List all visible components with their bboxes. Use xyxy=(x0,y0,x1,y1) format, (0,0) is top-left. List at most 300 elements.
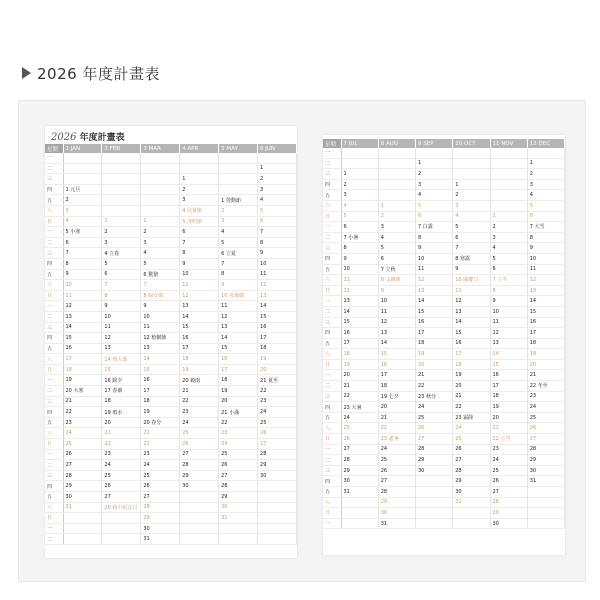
day-cell xyxy=(102,163,141,174)
weekday-cell: 二 xyxy=(323,381,341,392)
day-cell: 2 xyxy=(490,222,527,233)
day-cell: 6 xyxy=(258,216,297,227)
day-cell: 7 xyxy=(258,227,297,238)
weekday-cell: 二 xyxy=(45,311,63,322)
day-cell: 26 xyxy=(141,481,180,492)
day-cell: 28 xyxy=(141,502,180,513)
day-cell: 25 xyxy=(490,465,527,476)
day-cell xyxy=(219,153,258,163)
table-row xyxy=(45,216,297,227)
day-cell: 15 xyxy=(63,333,102,344)
day-cell: 3 xyxy=(378,222,415,233)
day-cell: 29 xyxy=(180,470,219,481)
day-cell: 5 xyxy=(416,200,453,211)
day-cell: 14 xyxy=(378,338,415,349)
day-cell: 25 xyxy=(341,423,378,434)
day-cell: 11 xyxy=(102,322,141,333)
day-cell: 27 xyxy=(378,476,415,487)
day-cell: 28 xyxy=(258,449,297,460)
day-cell: 19 xyxy=(219,386,258,397)
day-cell: 12 xyxy=(341,285,378,296)
weekday-cell: 一 xyxy=(45,227,63,238)
day-cell xyxy=(490,158,527,169)
day-cell xyxy=(258,481,297,492)
day-cell xyxy=(490,148,527,158)
day-cell: 4 xyxy=(63,216,102,227)
day-cell xyxy=(102,534,141,545)
day-cell: 1 xyxy=(453,179,490,190)
day-cell: 29 xyxy=(527,455,564,466)
day-cell: 3 xyxy=(219,216,258,227)
day-cell: 21 xyxy=(490,423,527,434)
day-cell: 31 xyxy=(219,513,258,524)
day-cell: 24 xyxy=(180,417,219,428)
day-cell: 31 xyxy=(341,487,378,498)
day-cell: 16 xyxy=(490,370,527,381)
day-cell: 17 xyxy=(141,386,180,397)
day-cell: 5 xyxy=(378,243,415,254)
month-header: 7 JUL xyxy=(341,139,378,148)
day-cell: 1 xyxy=(490,211,527,222)
day-cell xyxy=(258,534,297,545)
day-cell: 30 xyxy=(527,465,564,476)
table-row xyxy=(45,195,297,206)
weekday-cell: 四 xyxy=(45,184,63,195)
day-cell: 27 xyxy=(219,470,258,481)
day-cell: 25 xyxy=(180,428,219,439)
day-cell: 23 xyxy=(258,396,297,407)
day-cell: 28 和平紀念日 xyxy=(102,502,141,513)
day-cell xyxy=(219,523,258,534)
day-cell: 19 xyxy=(453,370,490,381)
day-cell xyxy=(341,158,378,169)
day-cell: 6 立夏 xyxy=(219,248,258,259)
table-row xyxy=(323,264,565,275)
day-cell: 11 xyxy=(258,269,297,280)
day-cell: 19 雨水 xyxy=(102,407,141,418)
month-header: 2 FEB xyxy=(102,144,141,153)
day-cell: 17 xyxy=(258,333,297,344)
day-cell xyxy=(63,153,102,163)
page-title xyxy=(51,130,125,144)
day-cell: 25 xyxy=(141,470,180,481)
day-cell: 7 大雪 xyxy=(527,222,564,233)
day-cell: 21 xyxy=(141,428,180,439)
day-cell: 21 xyxy=(378,412,415,423)
day-cell: 9 xyxy=(378,285,415,296)
day-cell: 1 xyxy=(416,158,453,169)
day-cell: 6 xyxy=(416,211,453,222)
day-cell: 24 xyxy=(219,439,258,450)
day-cell xyxy=(416,476,453,487)
weekday-cell: 三 xyxy=(45,174,63,185)
day-cell: 21 夏至 xyxy=(258,375,297,386)
day-cell: 31 xyxy=(63,502,102,513)
day-cell: 27 xyxy=(416,434,453,445)
day-cell: 15 xyxy=(453,328,490,339)
day-cell: 12 xyxy=(527,275,564,286)
day-cell: 17 xyxy=(490,381,527,392)
day-cell: 29 xyxy=(416,455,453,466)
weekday-cell: 日 xyxy=(45,290,63,301)
day-cell: 4 xyxy=(378,232,415,243)
day-cell xyxy=(180,523,219,534)
table-row xyxy=(323,402,565,413)
day-cell: 15 xyxy=(102,364,141,375)
day-cell: 9 xyxy=(527,243,564,254)
day-cell: 13 xyxy=(63,311,102,322)
day-cell: 9 xyxy=(490,296,527,307)
day-cell: 20 xyxy=(416,359,453,370)
day-cell xyxy=(378,158,415,169)
day-cell: 13 xyxy=(258,290,297,301)
table-row xyxy=(323,296,565,307)
weekday-cell: 二 xyxy=(323,455,341,466)
weekday-cell: 六 xyxy=(323,497,341,508)
day-cell: 17 xyxy=(378,370,415,381)
weekday-cell: 二 xyxy=(323,232,341,243)
day-cell: 19 xyxy=(141,407,180,418)
table-row xyxy=(45,375,297,386)
day-cell: 31 xyxy=(378,518,415,529)
day-cell: 15 xyxy=(490,359,527,370)
table-row xyxy=(323,169,565,180)
month-header: 9 SEP xyxy=(416,139,453,148)
day-cell: 24 xyxy=(258,407,297,418)
day-cell: 17 春節 xyxy=(102,386,141,397)
day-cell: 10 xyxy=(490,306,527,317)
day-cell: 16 xyxy=(258,322,297,333)
day-cell: 29 xyxy=(141,513,180,524)
weekday-cell: 五 xyxy=(45,492,63,503)
day-cell: 16 xyxy=(180,333,219,344)
day-cell: 22 xyxy=(180,396,219,407)
weekday-cell: 二 xyxy=(45,386,63,397)
table-row xyxy=(45,248,297,259)
day-cell: 16 xyxy=(416,317,453,328)
day-cell: 26 xyxy=(527,423,564,434)
day-cell: 26 xyxy=(102,481,141,492)
day-cell: 7 小暑 xyxy=(341,232,378,243)
day-cell: 28 xyxy=(63,470,102,481)
table-row xyxy=(323,381,565,392)
day-cell: 26 xyxy=(490,476,527,487)
day-cell xyxy=(453,508,490,519)
day-cell: 20 xyxy=(490,412,527,423)
day-cell: 25 xyxy=(453,434,490,445)
day-cell: 29 xyxy=(453,476,490,487)
day-cell: 5 小寒 xyxy=(63,227,102,238)
day-cell: 13 xyxy=(416,285,453,296)
day-cell: 25 xyxy=(102,470,141,481)
day-cell: 23 xyxy=(180,407,219,418)
day-cell xyxy=(527,518,564,529)
day-cell: 5 xyxy=(102,258,141,269)
table-row xyxy=(323,179,565,190)
day-cell: 9 xyxy=(219,280,258,291)
day-cell xyxy=(341,148,378,158)
day-cell: 2 xyxy=(341,179,378,190)
day-cell xyxy=(102,184,141,195)
day-cell: 8 xyxy=(341,243,378,254)
weekday-cell: 一 xyxy=(323,518,341,529)
weekday-cell: 三 xyxy=(45,396,63,407)
triangle-bullet-icon xyxy=(22,67,31,79)
weekday-cell: 四 xyxy=(323,402,341,413)
weekday-cell: 一 xyxy=(45,375,63,386)
day-cell: 9 xyxy=(63,269,102,280)
day-cell: 4 xyxy=(453,211,490,222)
weekday-cell: 四 xyxy=(45,333,63,344)
day-cell: 26 xyxy=(219,460,258,471)
month-header: 8 AUG xyxy=(378,139,415,148)
day-cell xyxy=(180,153,219,163)
day-cell: 8 xyxy=(180,248,219,259)
day-cell: 3 xyxy=(527,179,564,190)
day-cell: 7 立秋 xyxy=(378,264,415,275)
weekday-cell: 二 xyxy=(45,460,63,471)
table-row xyxy=(323,508,565,519)
day-cell: 16 xyxy=(141,375,180,386)
day-cell xyxy=(102,205,141,216)
day-cell: 29 xyxy=(341,465,378,476)
day-cell: 5 xyxy=(453,222,490,233)
weekday-cell: 四 xyxy=(323,253,341,264)
table-row xyxy=(323,391,565,402)
table-row xyxy=(45,502,297,513)
table-row xyxy=(45,354,297,365)
table-row xyxy=(45,301,297,312)
weekday-cell: 四 xyxy=(45,258,63,269)
day-cell: 12 xyxy=(453,296,490,307)
day-cell: 12 xyxy=(180,290,219,301)
day-cell: 18 xyxy=(141,396,180,407)
weekday-cell: 一 xyxy=(323,222,341,233)
day-cell: 4 xyxy=(141,248,180,259)
day-cell: 17 xyxy=(453,349,490,360)
table-row xyxy=(45,322,297,333)
day-cell: 8 婦女節 xyxy=(141,290,180,301)
weekday-cell: 二 xyxy=(45,237,63,248)
day-cell xyxy=(141,205,180,216)
day-cell: 10 xyxy=(180,269,219,280)
day-cell: 9 xyxy=(102,301,141,312)
day-cell xyxy=(416,487,453,498)
day-cell xyxy=(102,195,141,206)
day-cell: 2 xyxy=(378,211,415,222)
weekday-cell: 四 xyxy=(323,328,341,339)
day-cell: 9 xyxy=(453,264,490,275)
month-header: 5 MAY xyxy=(219,144,258,153)
table-row xyxy=(323,434,565,445)
day-cell: 12 xyxy=(258,280,297,291)
day-cell: 18 xyxy=(219,375,258,386)
table-row xyxy=(323,158,565,169)
day-cell: 26 xyxy=(453,444,490,455)
day-cell xyxy=(63,163,102,174)
table-row xyxy=(45,163,297,174)
day-cell: 29 xyxy=(63,481,102,492)
day-cell: 1 xyxy=(341,169,378,180)
day-cell: 24 xyxy=(341,412,378,423)
day-cell: 24 xyxy=(378,444,415,455)
weekday-cell: 一 xyxy=(323,444,341,455)
day-cell: 2 xyxy=(180,184,219,195)
day-cell: 2 xyxy=(258,174,297,185)
day-cell xyxy=(219,534,258,545)
day-cell: 17 xyxy=(416,328,453,339)
weekday-cell: 日 xyxy=(323,434,341,445)
day-cell: 6 xyxy=(63,237,102,248)
day-cell xyxy=(141,195,180,206)
planner-preview xyxy=(18,100,586,582)
day-cell: 2 xyxy=(416,169,453,180)
day-cell: 28 xyxy=(416,444,453,455)
day-cell: 30 xyxy=(416,465,453,476)
day-cell: 1 勞動節 xyxy=(219,195,258,206)
day-cell: 2 xyxy=(63,195,102,206)
day-cell: 7 xyxy=(180,237,219,248)
weekday-cell: 五 xyxy=(323,264,341,275)
day-cell xyxy=(258,523,297,534)
weekday-cell: 五 xyxy=(323,412,341,423)
day-cell: 4 xyxy=(527,190,564,201)
day-cell xyxy=(453,148,490,158)
day-cell: 7 xyxy=(453,243,490,254)
table-row xyxy=(323,465,565,476)
weekday-cell: 六 xyxy=(323,200,341,211)
day-cell: 18 xyxy=(102,396,141,407)
day-cell: 13 xyxy=(453,306,490,317)
table-row xyxy=(45,449,297,460)
day-cell: 25 xyxy=(416,412,453,423)
table-row xyxy=(323,476,565,487)
day-cell: 11 xyxy=(63,290,102,301)
weekday-cell: 六 xyxy=(45,354,63,365)
day-cell: 8 xyxy=(258,237,297,248)
day-cell: 1 xyxy=(180,174,219,185)
day-cell: 25 xyxy=(63,439,102,450)
weekday-cell: 日 xyxy=(323,359,341,370)
day-cell xyxy=(416,497,453,508)
weekday-cell: 一 xyxy=(323,370,341,381)
day-cell: 15 xyxy=(258,311,297,322)
day-cell: 23 xyxy=(527,391,564,402)
day-cell: 24 xyxy=(416,402,453,413)
day-cell: 21 xyxy=(416,370,453,381)
day-cell: 14 xyxy=(527,296,564,307)
day-cell: 18 xyxy=(341,349,378,360)
day-cell: 1 xyxy=(141,216,180,227)
weekday-cell: 五 xyxy=(323,190,341,201)
day-cell xyxy=(378,190,415,201)
day-cell: 28 xyxy=(219,481,258,492)
day-cell: 5 xyxy=(341,211,378,222)
day-cell xyxy=(258,513,297,524)
day-cell: 15 xyxy=(341,317,378,328)
day-cell xyxy=(453,169,490,180)
day-cell xyxy=(341,518,378,529)
weekday-cell: 日 xyxy=(45,364,63,375)
day-cell: 19 xyxy=(341,359,378,370)
day-cell: 7 xyxy=(219,258,258,269)
day-cell: 6 xyxy=(453,232,490,243)
day-cell: 12 植樹節 xyxy=(141,333,180,344)
day-cell: 23 秋分 xyxy=(416,391,453,402)
page-title-year: 2026 xyxy=(51,132,77,143)
day-cell: 9 xyxy=(141,301,180,312)
day-cell: 6 xyxy=(341,222,378,233)
day-cell: 22 xyxy=(102,439,141,450)
day-cell: 25 xyxy=(378,455,415,466)
day-cell: 29 xyxy=(219,492,258,503)
month-header-row xyxy=(323,139,565,148)
day-cell xyxy=(219,174,258,185)
day-cell: 5 xyxy=(219,237,258,248)
day-cell: 10 xyxy=(527,253,564,264)
table-row xyxy=(45,513,297,524)
table-row xyxy=(45,237,297,248)
day-cell: 14 xyxy=(416,296,453,307)
day-cell: 23 xyxy=(219,428,258,439)
day-cell: 13 xyxy=(378,328,415,339)
day-cell: 22 xyxy=(416,381,453,392)
table-row xyxy=(323,211,565,222)
weekday-cell: 日 xyxy=(323,285,341,296)
day-cell: 28 xyxy=(180,460,219,471)
day-cell: 26 xyxy=(341,434,378,445)
day-cell: 27 xyxy=(141,492,180,503)
weekday-cell: 日 xyxy=(323,211,341,222)
day-cell xyxy=(141,163,180,174)
day-cell: 17 xyxy=(63,354,102,365)
day-cell: 15 xyxy=(378,349,415,360)
day-cell: 17 xyxy=(341,338,378,349)
day-cell: 24 xyxy=(63,428,102,439)
day-cell xyxy=(490,169,527,180)
day-cell: 18 xyxy=(527,338,564,349)
day-cell: 11 xyxy=(416,264,453,275)
table-row xyxy=(45,386,297,397)
day-cell: 20 xyxy=(341,370,378,381)
day-cell: 1 xyxy=(378,200,415,211)
weekday-cell: 三 xyxy=(323,391,341,402)
day-cell: 3 xyxy=(180,195,219,206)
day-cell: 30 xyxy=(453,487,490,498)
day-cell: 27 xyxy=(490,487,527,498)
table-row xyxy=(45,280,297,291)
weekday-cell: 三 xyxy=(323,317,341,328)
table-row xyxy=(45,534,297,545)
day-cell: 2 xyxy=(453,190,490,201)
day-cell xyxy=(180,534,219,545)
day-cell: 21 xyxy=(63,396,102,407)
page-left xyxy=(45,126,297,558)
day-cell: 30 xyxy=(63,492,102,503)
table-row xyxy=(323,306,565,317)
day-cell: 21 xyxy=(180,386,219,397)
weekday-cell: 日 xyxy=(45,439,63,450)
day-cell xyxy=(102,513,141,524)
day-cell: 4 xyxy=(490,243,527,254)
day-cell: 20 xyxy=(102,417,141,428)
day-cell: 9 xyxy=(180,258,219,269)
weekday-cell: 日 xyxy=(45,216,63,227)
day-cell: 25 xyxy=(527,412,564,423)
day-cell xyxy=(180,163,219,174)
day-cell: 4 xyxy=(416,190,453,201)
day-cell: 18 xyxy=(180,354,219,365)
